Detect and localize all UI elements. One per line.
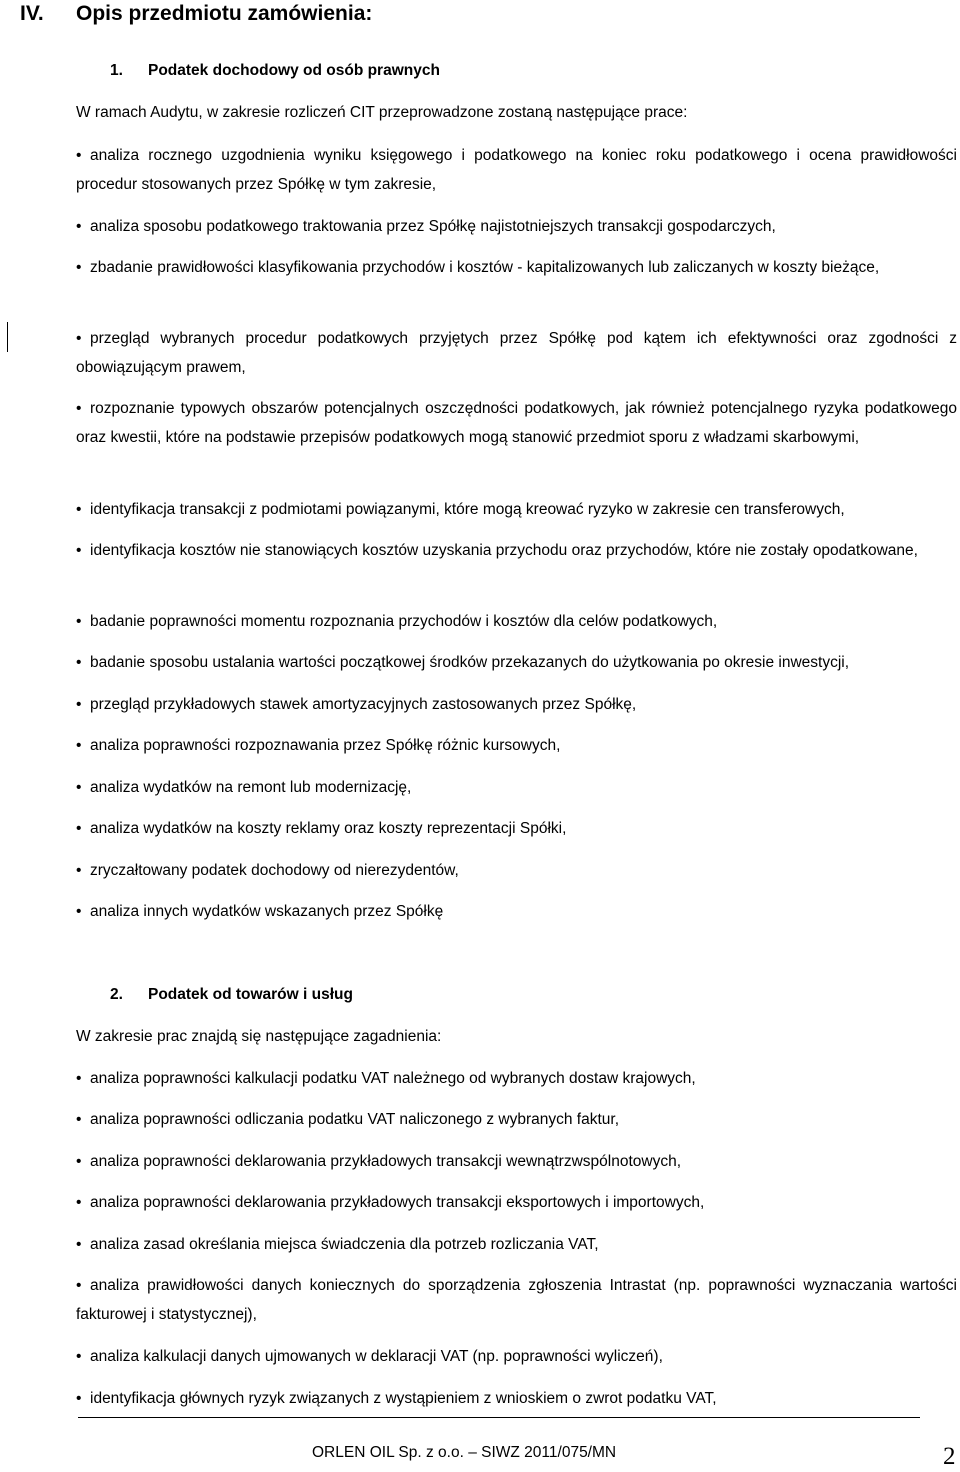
list-item: • zryczałtowany podatek dochodowy od nierezydentów, (76, 856, 459, 885)
list-item: • analiza kalkulacji danych ujmowanych w deklaracji VAT (np. poprawności wyliczeń), (76, 1342, 663, 1371)
list-item: • przegląd wybranych procedur podatkowych przyjętych przez Spółkę pod kątem ich efektywności oraz zgodności z obowiązującym prawem, (76, 324, 957, 382)
bullet-icon: • (76, 218, 82, 235)
page-number: 2 (943, 1443, 956, 1470)
bullet-icon: • (76, 1236, 82, 1253)
list-item: • analiza sposobu podatkowego traktowania przez Spółkę najistotniejszych transakcji gospodarczych, (76, 212, 776, 241)
bullet-icon: • (76, 501, 82, 518)
list-item: • identyfikacja kosztów nie stanowiących kosztów uzyskania przychodu oraz przychodów, które nie zostały opodatkowane, (76, 536, 957, 565)
bullet-icon: • (76, 779, 82, 796)
subsection-2-number: 2. (110, 986, 123, 1003)
list-item: • analiza poprawności deklarowania przykładowych transakcji wewnątrzwspólnotowych, (76, 1147, 681, 1176)
list-item: • zbadanie prawidłowości klasyfikowania przychodów i kosztów - kapitalizowanych lub zaliczanych w koszty bieżące, (76, 253, 957, 282)
footer-divider (78, 1417, 920, 1418)
revision-bar (7, 322, 8, 352)
list-item: • badanie sposobu ustalania wartości początkowej środków przekazanych do użytkowania po okresie inwestycji, (76, 648, 849, 677)
bullet-icon: • (76, 1277, 82, 1294)
bullet-icon: • (76, 1070, 82, 1087)
section-heading (20, 0, 372, 28)
list-item: • identyfikacja głównych ryzyk związanych z wystąpieniem z wnioskiem o zwrot podatku VAT, (76, 1384, 717, 1413)
bullet-icon: • (76, 1153, 82, 1170)
list-item: • rozpoznanie typowych obszarów potencjalnych oszczędności podatkowych, jak również potencjalnego ryzyka podatkowego oraz kwestii, które na podstawie przepisów podatkowych mogą stanowić przedmiot sporu z władzami skarbowymi, (76, 394, 957, 452)
list-item: • analiza innych wydatków wskazanych przez Spółkę (76, 897, 443, 926)
bullet-icon: • (76, 862, 82, 879)
bullet-icon: • (76, 696, 82, 713)
subsection-2-heading (110, 986, 353, 1004)
section-number: IV. (20, 2, 44, 25)
bullet-icon: • (76, 1194, 82, 1211)
list-item: • badanie poprawności momentu rozpoznania przychodów i kosztów dla celów podatkowych, (76, 607, 717, 636)
bullet-icon: • (76, 613, 82, 630)
subsection-1-heading (110, 62, 440, 80)
bullet-icon: • (76, 542, 82, 559)
list-item: • identyfikacja transakcji z podmiotami powiązanymi, które mogą kreować ryzyko w zakresie cen transferowych, (76, 495, 845, 524)
bullet-icon: • (76, 1348, 82, 1365)
bullet-icon: • (76, 654, 82, 671)
subsection-1-number: 1. (110, 62, 123, 79)
section-title: Opis przedmiotu zamówienia: (76, 2, 373, 25)
subsection-1-intro: W ramach Audytu, w zakresie rozliczeń CIT przeprowadzone zostaną następujące prace: (76, 104, 688, 121)
bullet-icon: • (76, 1111, 82, 1128)
subsection-1-title: Podatek dochodowy od osób prawnych (148, 62, 440, 79)
bullet-icon: • (76, 737, 82, 754)
list-item: • analiza wydatków na remont lub modernizację, (76, 773, 411, 802)
subsection-2-intro: W zakresie prac znajdą się następujące zagadnienia: (76, 1028, 442, 1045)
footer-text: ORLEN OIL Sp. z o.o. – SIWZ 2011/075/MN (312, 1444, 617, 1461)
bullet-icon: • (76, 259, 82, 276)
bullet-icon: • (76, 1390, 82, 1407)
bullet-icon: • (76, 903, 82, 920)
list-item: • analiza poprawności deklarowania przykładowych transakcji eksportowych i importowych, (76, 1188, 704, 1217)
list-item: • analiza poprawności kalkulacji podatku VAT należnego od wybranych dostaw krajowych, (76, 1064, 696, 1093)
list-item: • analiza zasad określania miejsca świadczenia dla potrzeb rozliczania VAT, (76, 1230, 599, 1259)
list-item: • analiza prawidłowości danych koniecznych do sporządzenia zgłoszenia Intrastat (np. poprawności wyznaczania wartości fakturowej i statystycznej), (76, 1271, 957, 1329)
list-item: • przegląd przykładowych stawek amortyzacyjnych zastosowanych przez Spółkę, (76, 690, 636, 719)
list-item: • analiza poprawności odliczania podatku VAT naliczonego z wybranych faktur, (76, 1105, 619, 1134)
bullet-icon: • (76, 330, 82, 347)
bullet-icon: • (76, 400, 82, 417)
bullet-icon: • (76, 147, 82, 164)
list-item: • analiza poprawności rozpoznawania przez Spółkę różnic kursowych, (76, 731, 560, 760)
list-item: • analiza rocznego uzgodnienia wyniku księgowego i podatkowego na koniec roku podatkowego i ocena prawidłowości procedur stosowanych przez Spółkę w tym zakresie, (76, 141, 957, 199)
subsection-2-title: Podatek od towarów i usług (148, 986, 353, 1003)
bullet-icon: • (76, 820, 82, 837)
list-item: • analiza wydatków na koszty reklamy oraz koszty reprezentacji Spółki, (76, 814, 566, 843)
